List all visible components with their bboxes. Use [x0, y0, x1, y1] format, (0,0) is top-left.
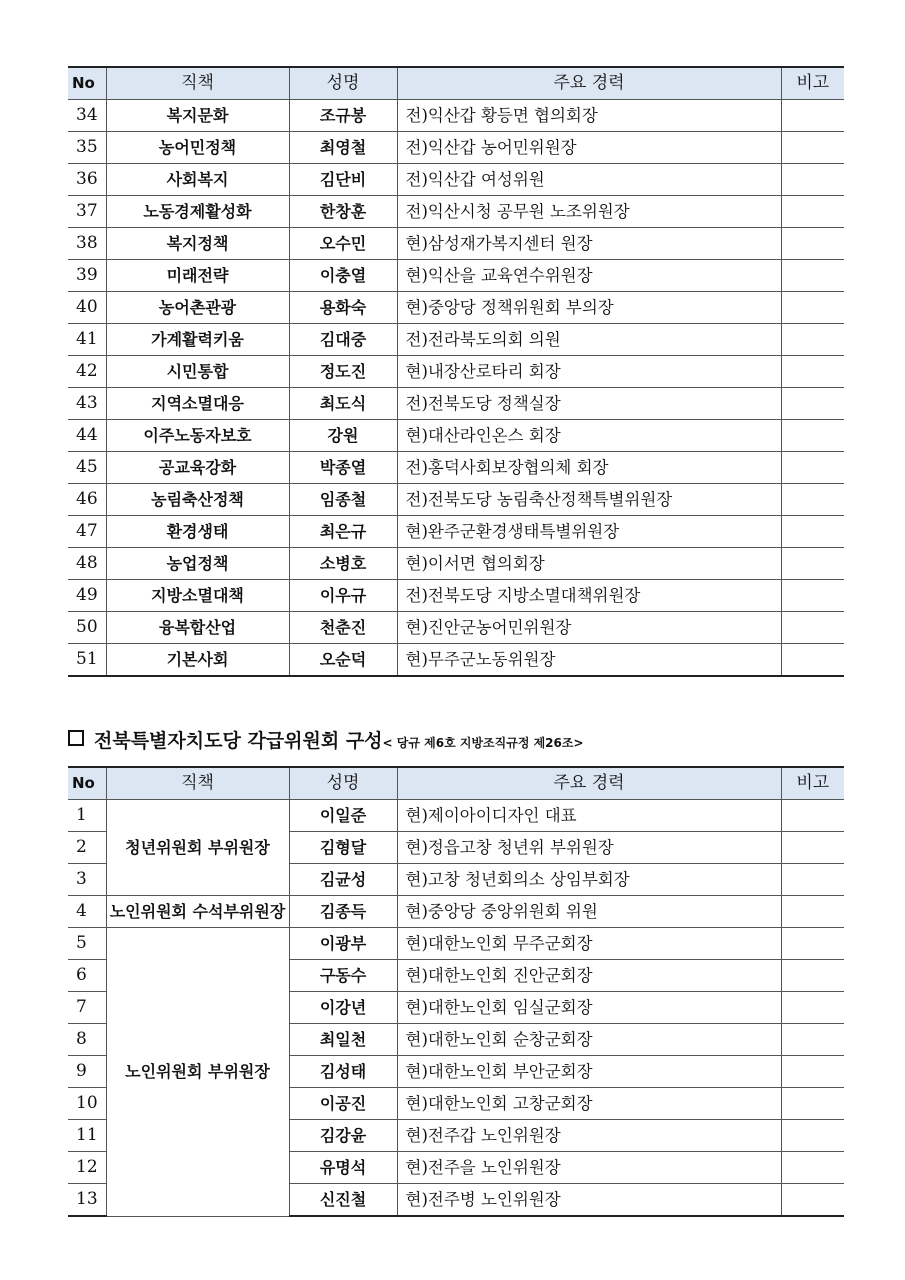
row-name: 한창훈 — [289, 196, 397, 228]
row-position: 복지정책 — [106, 228, 289, 260]
row-position: 기본사회 — [106, 644, 289, 677]
row-career: 현)대한노인회 임실군회장 — [397, 992, 781, 1024]
section-title — [68, 726, 584, 753]
row-note — [781, 580, 844, 612]
row-note — [781, 1152, 844, 1184]
row-name: 소병호 — [289, 548, 397, 580]
header-no: No — [68, 67, 106, 100]
table-row — [68, 516, 844, 548]
table-row — [68, 196, 844, 228]
row-number: 37 — [68, 196, 106, 228]
header-no: No — [68, 767, 106, 800]
row-number: 48 — [68, 548, 106, 580]
row-note — [781, 992, 844, 1024]
row-number: 8 — [68, 1024, 106, 1056]
row-note — [781, 516, 844, 548]
table-row — [68, 324, 844, 356]
row-position-group: 노인위원회 수석부위원장 — [106, 896, 289, 928]
row-note — [781, 1056, 844, 1088]
row-name: 용화숙 — [289, 292, 397, 324]
row-number: 44 — [68, 420, 106, 452]
row-note — [781, 164, 844, 196]
table-row — [68, 580, 844, 612]
row-note — [781, 388, 844, 420]
row-note — [781, 132, 844, 164]
row-number: 3 — [68, 864, 106, 896]
row-name: 김종득 — [289, 896, 397, 928]
row-number: 38 — [68, 228, 106, 260]
row-note — [781, 452, 844, 484]
row-name: 김단비 — [289, 164, 397, 196]
table-row — [68, 644, 844, 677]
row-career: 현)내장산로타리 회장 — [397, 356, 781, 388]
row-note — [781, 644, 844, 677]
row-note — [781, 928, 844, 960]
row-position: 시민통합 — [106, 356, 289, 388]
row-position: 복지문화 — [106, 100, 289, 132]
row-career: 전)익산갑 여성위원 — [397, 164, 781, 196]
row-career: 현)중앙당 중앙위원회 위원 — [397, 896, 781, 928]
table-row — [68, 484, 844, 516]
row-note — [781, 260, 844, 292]
committee-table-1 — [68, 66, 844, 677]
row-note — [781, 420, 844, 452]
row-name: 이우규 — [289, 580, 397, 612]
row-note — [781, 612, 844, 644]
row-career: 현)전주병 노인위원장 — [397, 1184, 781, 1217]
row-number: 42 — [68, 356, 106, 388]
row-name: 신진철 — [289, 1184, 397, 1217]
row-career: 현)대한노인회 고창군회장 — [397, 1088, 781, 1120]
row-career: 현)삼성재가복지센터 원장 — [397, 228, 781, 260]
table-row — [68, 260, 844, 292]
row-career: 현)익산을 교육연수위원장 — [397, 260, 781, 292]
row-career: 현)대한노인회 순창군회장 — [397, 1024, 781, 1056]
table-row — [68, 228, 844, 260]
header-note: 비고 — [781, 67, 844, 100]
table-row — [68, 896, 844, 928]
row-name: 최영철 — [289, 132, 397, 164]
row-number: 34 — [68, 100, 106, 132]
row-name: 최일천 — [289, 1024, 397, 1056]
row-position-group: 노인위원회 부위원장 — [106, 928, 289, 1217]
header-name: 성명 — [289, 767, 397, 800]
row-number: 36 — [68, 164, 106, 196]
row-number: 40 — [68, 292, 106, 324]
row-position: 농업정책 — [106, 548, 289, 580]
table-row — [68, 388, 844, 420]
section-subtitle: < 당규 제6호 지방조직규정 제26조> — [382, 736, 584, 750]
row-number: 5 — [68, 928, 106, 960]
row-position: 지방소멸대책 — [106, 580, 289, 612]
header-note: 비고 — [781, 767, 844, 800]
row-position: 노동경제활성화 — [106, 196, 289, 228]
row-name: 이충열 — [289, 260, 397, 292]
row-name: 김형달 — [289, 832, 397, 864]
row-career: 현)대산라인온스 회장 — [397, 420, 781, 452]
row-note — [781, 1088, 844, 1120]
row-name: 정도진 — [289, 356, 397, 388]
row-name: 김균성 — [289, 864, 397, 896]
row-career: 전)익산갑 황등면 협의회장 — [397, 100, 781, 132]
row-number: 11 — [68, 1120, 106, 1152]
row-number: 43 — [68, 388, 106, 420]
row-name: 강원 — [289, 420, 397, 452]
row-career: 현)대한노인회 부안군회장 — [397, 1056, 781, 1088]
table-row — [68, 356, 844, 388]
row-note — [781, 832, 844, 864]
header-position: 직책 — [106, 67, 289, 100]
header-name: 성명 — [289, 67, 397, 100]
row-name: 구동수 — [289, 960, 397, 992]
row-number: 12 — [68, 1152, 106, 1184]
row-number: 13 — [68, 1184, 106, 1217]
row-number: 50 — [68, 612, 106, 644]
row-career: 현)대한노인회 진안군회장 — [397, 960, 781, 992]
section-title-text: 전북특별자치도당 각급위원회 구성 — [94, 730, 383, 752]
table-row — [68, 612, 844, 644]
row-career: 현)대한노인회 무주군회장 — [397, 928, 781, 960]
row-name: 이광부 — [289, 928, 397, 960]
row-name: 오순덕 — [289, 644, 397, 677]
row-name: 김대중 — [289, 324, 397, 356]
row-name: 오수민 — [289, 228, 397, 260]
row-career: 현)고창 청년회의소 상임부회장 — [397, 864, 781, 896]
header-career: 주요 경력 — [397, 767, 781, 800]
table-row — [68, 452, 844, 484]
row-name: 유명석 — [289, 1152, 397, 1184]
row-name: 임종철 — [289, 484, 397, 516]
row-number: 47 — [68, 516, 106, 548]
row-name: 이공진 — [289, 1088, 397, 1120]
row-career: 현)무주군노동위원장 — [397, 644, 781, 677]
row-career: 전)익산갑 농어민위원장 — [397, 132, 781, 164]
row-note — [781, 548, 844, 580]
row-position: 미래전략 — [106, 260, 289, 292]
table-row — [68, 292, 844, 324]
row-position: 지역소멸대응 — [106, 388, 289, 420]
header-career: 주요 경력 — [397, 67, 781, 100]
row-number: 4 — [68, 896, 106, 928]
row-note — [781, 1024, 844, 1056]
table-row — [68, 164, 844, 196]
table-row — [68, 928, 844, 960]
row-note — [781, 800, 844, 832]
row-note — [781, 100, 844, 132]
row-number: 45 — [68, 452, 106, 484]
row-career: 전)익산시청 공무원 노조위원장 — [397, 196, 781, 228]
row-note — [781, 896, 844, 928]
row-number: 39 — [68, 260, 106, 292]
table-row — [68, 548, 844, 580]
row-note — [781, 196, 844, 228]
row-number: 51 — [68, 644, 106, 677]
row-number: 10 — [68, 1088, 106, 1120]
row-name: 최은규 — [289, 516, 397, 548]
table-header-row — [68, 67, 844, 100]
row-number: 1 — [68, 800, 106, 832]
row-position: 가계활력키움 — [106, 324, 289, 356]
row-career: 현)진안군농어민위원장 — [397, 612, 781, 644]
row-position: 공교육강화 — [106, 452, 289, 484]
row-note — [781, 324, 844, 356]
checkbox-square-icon — [68, 730, 84, 746]
header-position: 직책 — [106, 767, 289, 800]
row-career: 전)홍덕사회보장협의체 회장 — [397, 452, 781, 484]
row-career: 전)전북도당 정책실장 — [397, 388, 781, 420]
row-career: 현)전주을 노인위원장 — [397, 1152, 781, 1184]
row-note — [781, 356, 844, 388]
row-name: 최도식 — [289, 388, 397, 420]
row-position: 환경생태 — [106, 516, 289, 548]
table-row — [68, 420, 844, 452]
row-note — [781, 864, 844, 896]
row-number: 7 — [68, 992, 106, 1024]
row-career: 현)중앙당 정책위원회 부의장 — [397, 292, 781, 324]
row-position: 농림축산정책 — [106, 484, 289, 516]
row-career: 전)전라북도의회 의원 — [397, 324, 781, 356]
row-name: 이일준 — [289, 800, 397, 832]
row-position: 융복합산업 — [106, 612, 289, 644]
row-career: 현)완주군환경생태특별위원장 — [397, 516, 781, 548]
row-note — [781, 228, 844, 260]
table-row — [68, 132, 844, 164]
row-name: 조규봉 — [289, 100, 397, 132]
table-row — [68, 100, 844, 132]
row-number: 2 — [68, 832, 106, 864]
row-number: 41 — [68, 324, 106, 356]
row-career: 현)제이아이디자인 대표 — [397, 800, 781, 832]
row-note — [781, 292, 844, 324]
row-name: 박종열 — [289, 452, 397, 484]
row-number: 49 — [68, 580, 106, 612]
row-name: 이강년 — [289, 992, 397, 1024]
row-number: 6 — [68, 960, 106, 992]
row-name: 천춘진 — [289, 612, 397, 644]
row-position: 사회복지 — [106, 164, 289, 196]
row-position: 농어촌관광 — [106, 292, 289, 324]
row-name: 김성태 — [289, 1056, 397, 1088]
row-career: 현)정읍고창 청년위 부위원장 — [397, 832, 781, 864]
table-header-row — [68, 767, 844, 800]
row-name: 김강윤 — [289, 1120, 397, 1152]
row-career: 전)전북도당 농림축산정책특별위원장 — [397, 484, 781, 516]
row-number: 46 — [68, 484, 106, 516]
row-career: 현)전주갑 노인위원장 — [397, 1120, 781, 1152]
row-note — [781, 1184, 844, 1217]
row-position: 농어민정책 — [106, 132, 289, 164]
row-number: 9 — [68, 1056, 106, 1088]
row-note — [781, 960, 844, 992]
row-position-group: 청년위원회 부위원장 — [106, 800, 289, 896]
row-career: 전)전북도당 지방소멸대책위원장 — [397, 580, 781, 612]
table-row — [68, 800, 844, 832]
committee-table-2 — [68, 766, 844, 1217]
row-note — [781, 484, 844, 516]
row-note — [781, 1120, 844, 1152]
row-number: 35 — [68, 132, 106, 164]
row-position: 이주노동자보호 — [106, 420, 289, 452]
row-career: 현)이서면 협의회장 — [397, 548, 781, 580]
